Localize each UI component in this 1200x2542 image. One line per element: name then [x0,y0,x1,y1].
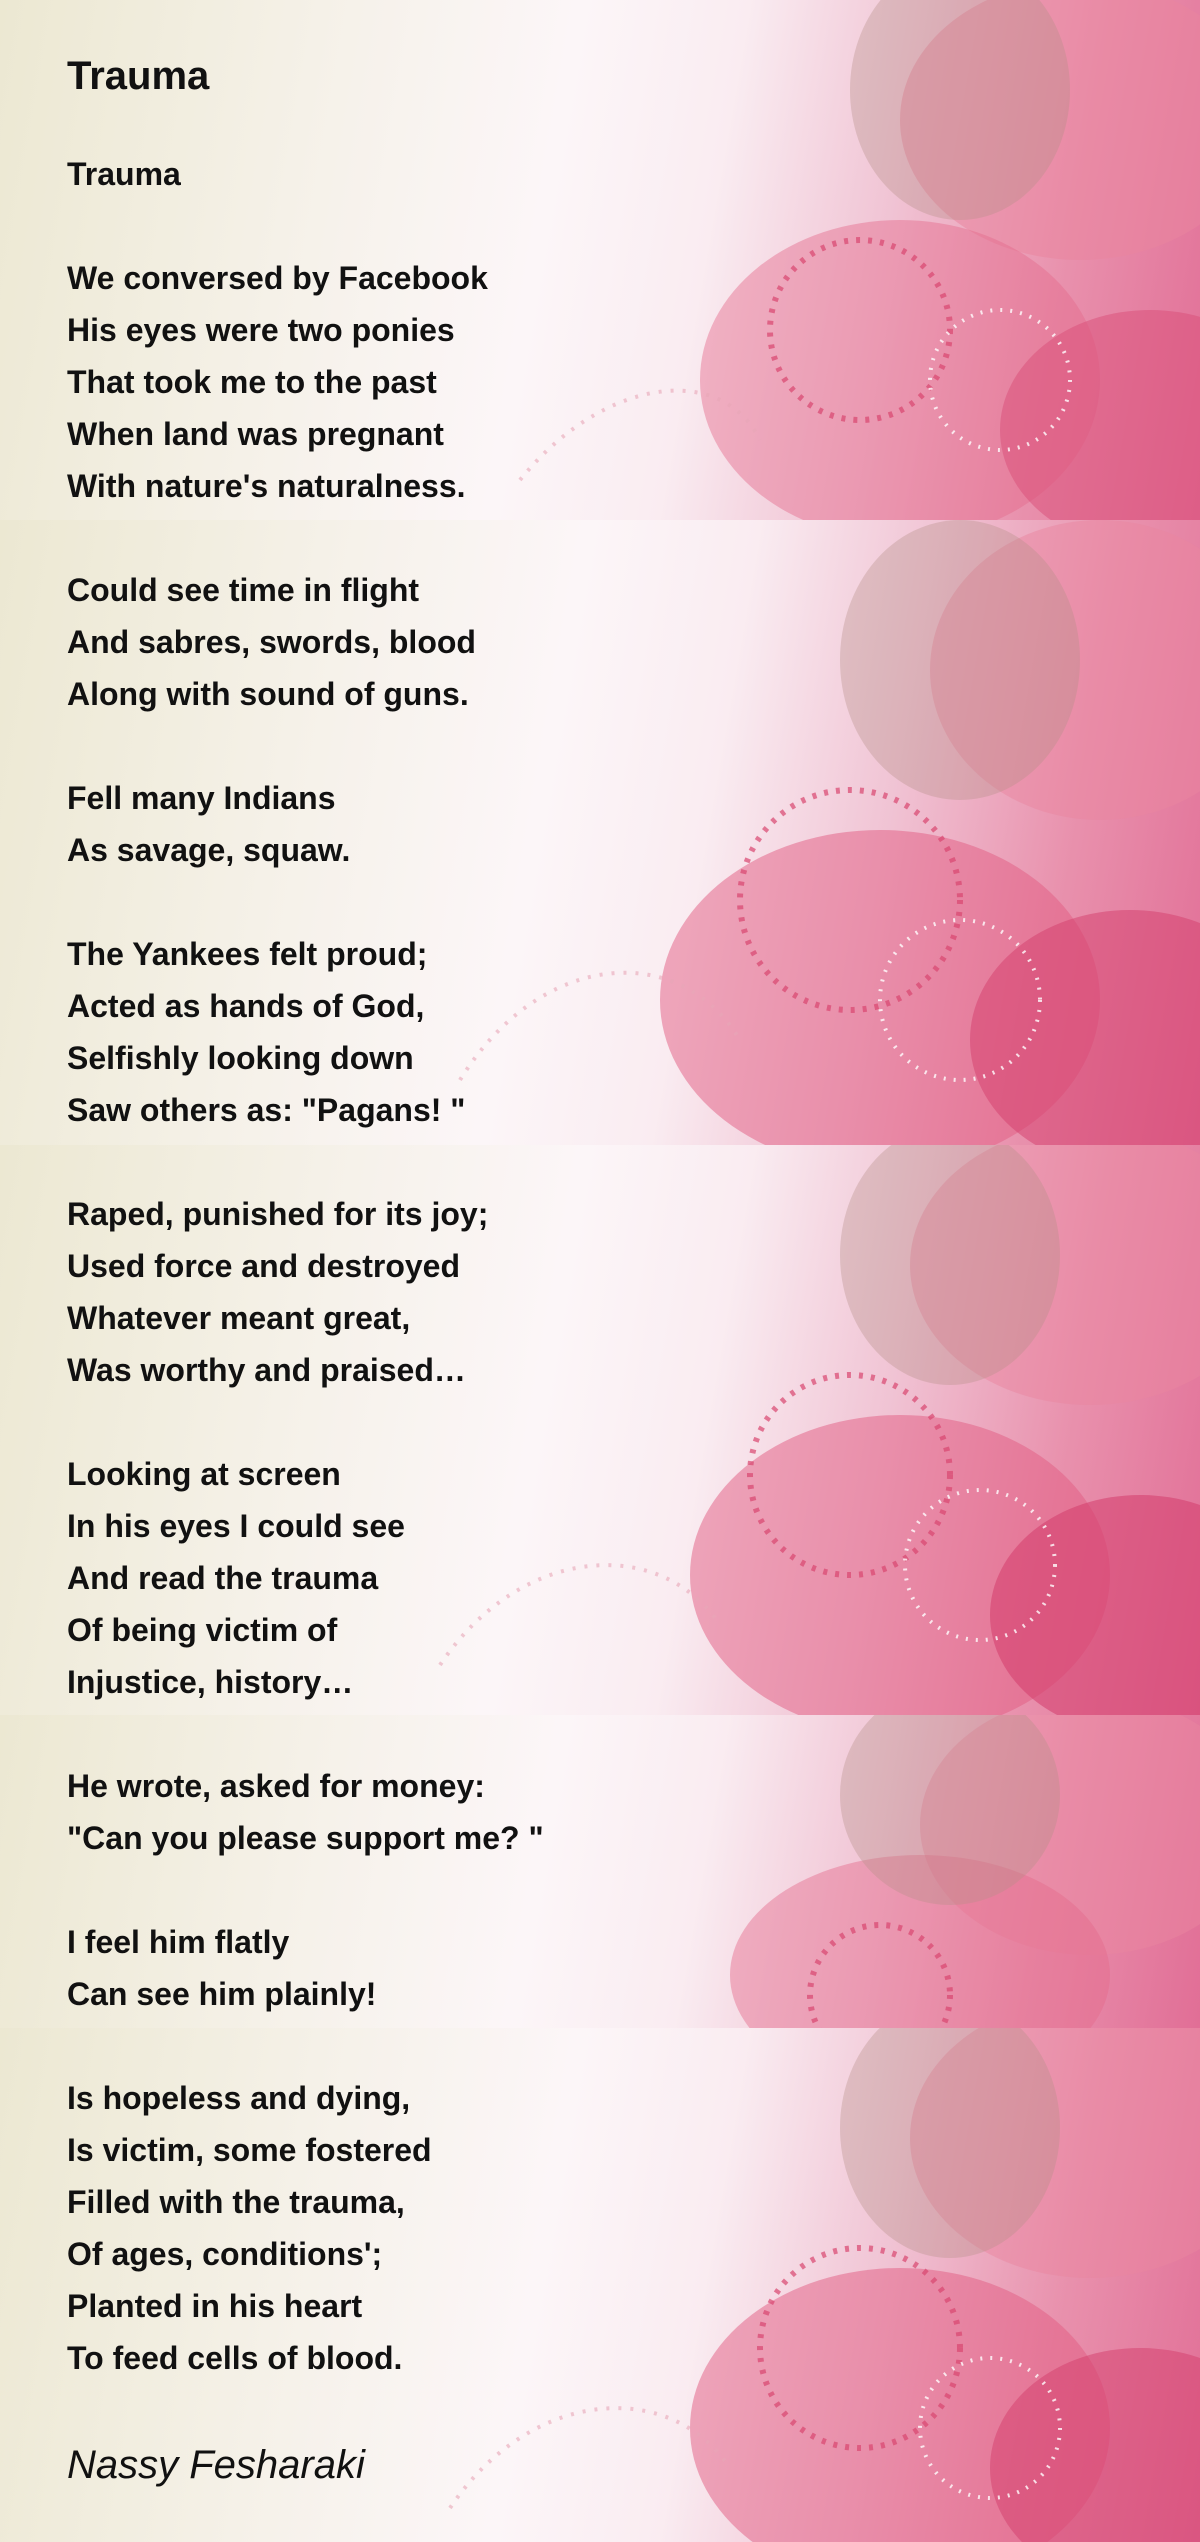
poem-line: Whatever meant great, [67,1300,411,1336]
poem-line: In his eyes I could see [67,1508,405,1544]
poem-line: "Can you please support me? " [67,1820,544,1856]
poem-line: With nature's naturalness. [67,468,466,504]
author-name: Nassy Fesharaki [67,2443,365,2487]
poem-line: I feel him flatly [67,1924,290,1960]
poem-line: Can see him plainly! [67,1976,377,2012]
poem-line: And sabres, swords, blood [67,624,476,660]
poem-line: Is victim, some fostered [67,2132,432,2168]
poem-line: Saw others as: "Pagans! " [67,1092,466,1128]
poem-title: Trauma [67,54,210,98]
poem-line: Trauma [67,156,181,192]
poem-line: Is hopeless and dying, [67,2080,411,2116]
poem-line: Acted as hands of God, [67,988,425,1024]
poem-line: As savage, squaw. [67,832,351,868]
poem-line: Was worthy and praised… [67,1352,466,1388]
poem-line: Used force and destroyed [67,1248,460,1284]
poem-line: Could see time in flight [67,572,420,608]
poem-line: Of ages, conditions'; [67,2236,383,2272]
poem-line: That took me to the past [67,364,437,400]
poem-line: His eyes were two ponies [67,312,455,348]
poem-line: We conversed by Facebook [67,260,488,296]
poem-line: Filled with the trauma, [67,2184,405,2220]
poem-line: Planted in his heart [67,2288,363,2324]
poem-line: And read the trauma [67,1560,379,1596]
poem-line: Along with sound of guns. [67,676,469,712]
poem-line: Looking at screen [67,1456,341,1492]
poem-line: To feed cells of blood. [67,2340,403,2376]
poem-line: He wrote, asked for money: [67,1768,485,1804]
poem-line: Fell many Indians [67,780,336,816]
poem-line: Raped, punished for its joy; [67,1196,489,1232]
poem-line: The Yankees felt proud; [67,936,428,972]
poem-line: Of being victim of [67,1612,338,1648]
poem-line: Injustice, history… [67,1664,354,1700]
poem-line: Selfishly looking down [67,1040,414,1076]
poem-line: When land was pregnant [67,416,444,452]
